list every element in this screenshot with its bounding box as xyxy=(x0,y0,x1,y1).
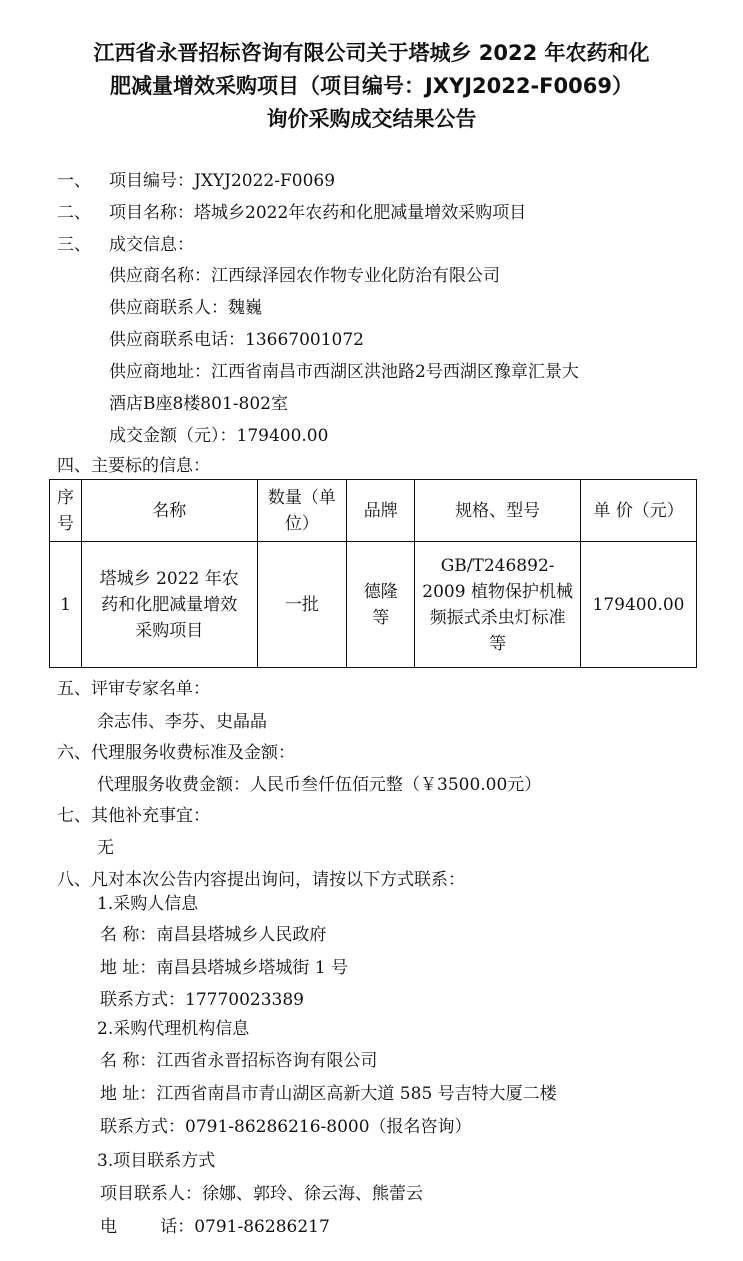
supplier-name: 供应商名称：江西绿泽园农作物专业化防治有限公司 xyxy=(109,266,500,286)
section-7-heading: 七、其他补充事宜： xyxy=(57,806,210,826)
cell-name: 塔城乡 2022 年农药和化肥减量增效采购项目 xyxy=(81,542,257,668)
section-4-heading: 四、主要标的信息： xyxy=(57,456,210,476)
supplier-address-line-2: 酒店B座8楼801-802室 xyxy=(109,394,288,414)
section-6-heading: 六、代理服务收费标准及金额： xyxy=(57,743,295,763)
section-8-heading: 八、凡对本次公告内容提出询问，请按以下方式联系： xyxy=(57,870,465,890)
header-name: 名称 xyxy=(81,480,257,542)
project-phone-label: 电 话： xyxy=(100,1217,195,1237)
section-1 xyxy=(57,170,335,192)
cell-brand: 德隆等 xyxy=(347,542,415,668)
header-seq: 序号 xyxy=(50,480,82,542)
section-2-number: 二、 xyxy=(57,203,91,223)
cell-seq: 1 xyxy=(50,542,82,668)
section-2 xyxy=(57,202,526,224)
agency-fee: 代理服务收费金额：人民币叁仟伍佰元整（￥3500.00元） xyxy=(97,775,542,795)
supplier-phone: 供应商联系电话：13667001072 xyxy=(109,330,364,350)
agent-name: 名 称：江西省永晋招标咨询有限公司 xyxy=(100,1051,378,1071)
agent-info-heading: 2.采购代理机构信息 xyxy=(97,1019,250,1039)
expert-list: 余志伟、李芬、史晶晶 xyxy=(97,712,267,732)
subject-table xyxy=(49,479,697,668)
cell-price: 179400.00 xyxy=(581,542,697,668)
buyer-address: 地 址：南昌县塔城乡塔城街 1 号 xyxy=(100,958,349,978)
table-header-row xyxy=(50,480,697,542)
header-price: 单 价（元） xyxy=(581,480,697,542)
header-brand: 品牌 xyxy=(347,480,415,542)
agent-address: 地 址：江西省南昌市青山湖区高新大道 585 号吉特大厦二楼 xyxy=(100,1084,557,1104)
agent-phone: 联系方式：0791-86286216-8000（报名咨询） xyxy=(100,1117,472,1137)
other-matters: 无 xyxy=(97,838,114,858)
buyer-name: 名 称：南昌县塔城乡人民政府 xyxy=(100,925,327,945)
project-name: 项目名称：塔城乡2022年农药和化肥减量增效采购项目 xyxy=(109,203,527,223)
title-line-2: 肥减量增效采购项目（项目编号：JXYJ2022-F0069） xyxy=(110,74,633,98)
supplier-address-line-1: 供应商地址：江西省南昌市西湖区洪池路2号西湖区豫章汇景大 xyxy=(109,362,579,382)
project-phone-line xyxy=(100,1216,330,1238)
supplier-contact: 供应商联系人：魏巍 xyxy=(109,298,262,318)
deal-info-heading: 成交信息： xyxy=(109,235,194,255)
cell-spec: GB/T246892-2009 植物保护机械 频振式杀虫灯标准等 xyxy=(415,542,581,668)
deal-amount: 成交金额（元）：179400.00 xyxy=(109,426,329,446)
project-contacts: 项目联系人：徐娜、郭玲、徐云海、熊蕾云 xyxy=(100,1184,423,1204)
section-3 xyxy=(57,234,194,256)
project-number: 项目编号：JXYJ2022-F0069 xyxy=(109,171,336,191)
section-3-number: 三、 xyxy=(57,235,91,255)
section-1-number: 一、 xyxy=(57,171,91,191)
title-line-3: 询价采购成交结果公告 xyxy=(266,107,477,131)
title-line-1: 江西省永晋招标咨询有限公司关于塔城乡 2022 年农药和化 xyxy=(93,41,650,65)
table-row xyxy=(50,542,697,668)
buyer-phone: 联系方式：17770023389 xyxy=(100,990,304,1010)
cell-quantity: 一批 xyxy=(257,542,347,668)
project-phone: 0791-86286217 xyxy=(194,1217,330,1237)
buyer-info-heading: 1.采购人信息 xyxy=(97,894,199,914)
header-spec: 规格、型号 xyxy=(415,480,581,542)
section-5-heading: 五、评审专家名单： xyxy=(57,679,210,699)
announcement-title xyxy=(40,37,703,136)
project-contact-heading: 3.项目联系方式 xyxy=(97,1151,216,1171)
header-quantity: 数量（单位） xyxy=(257,480,347,542)
